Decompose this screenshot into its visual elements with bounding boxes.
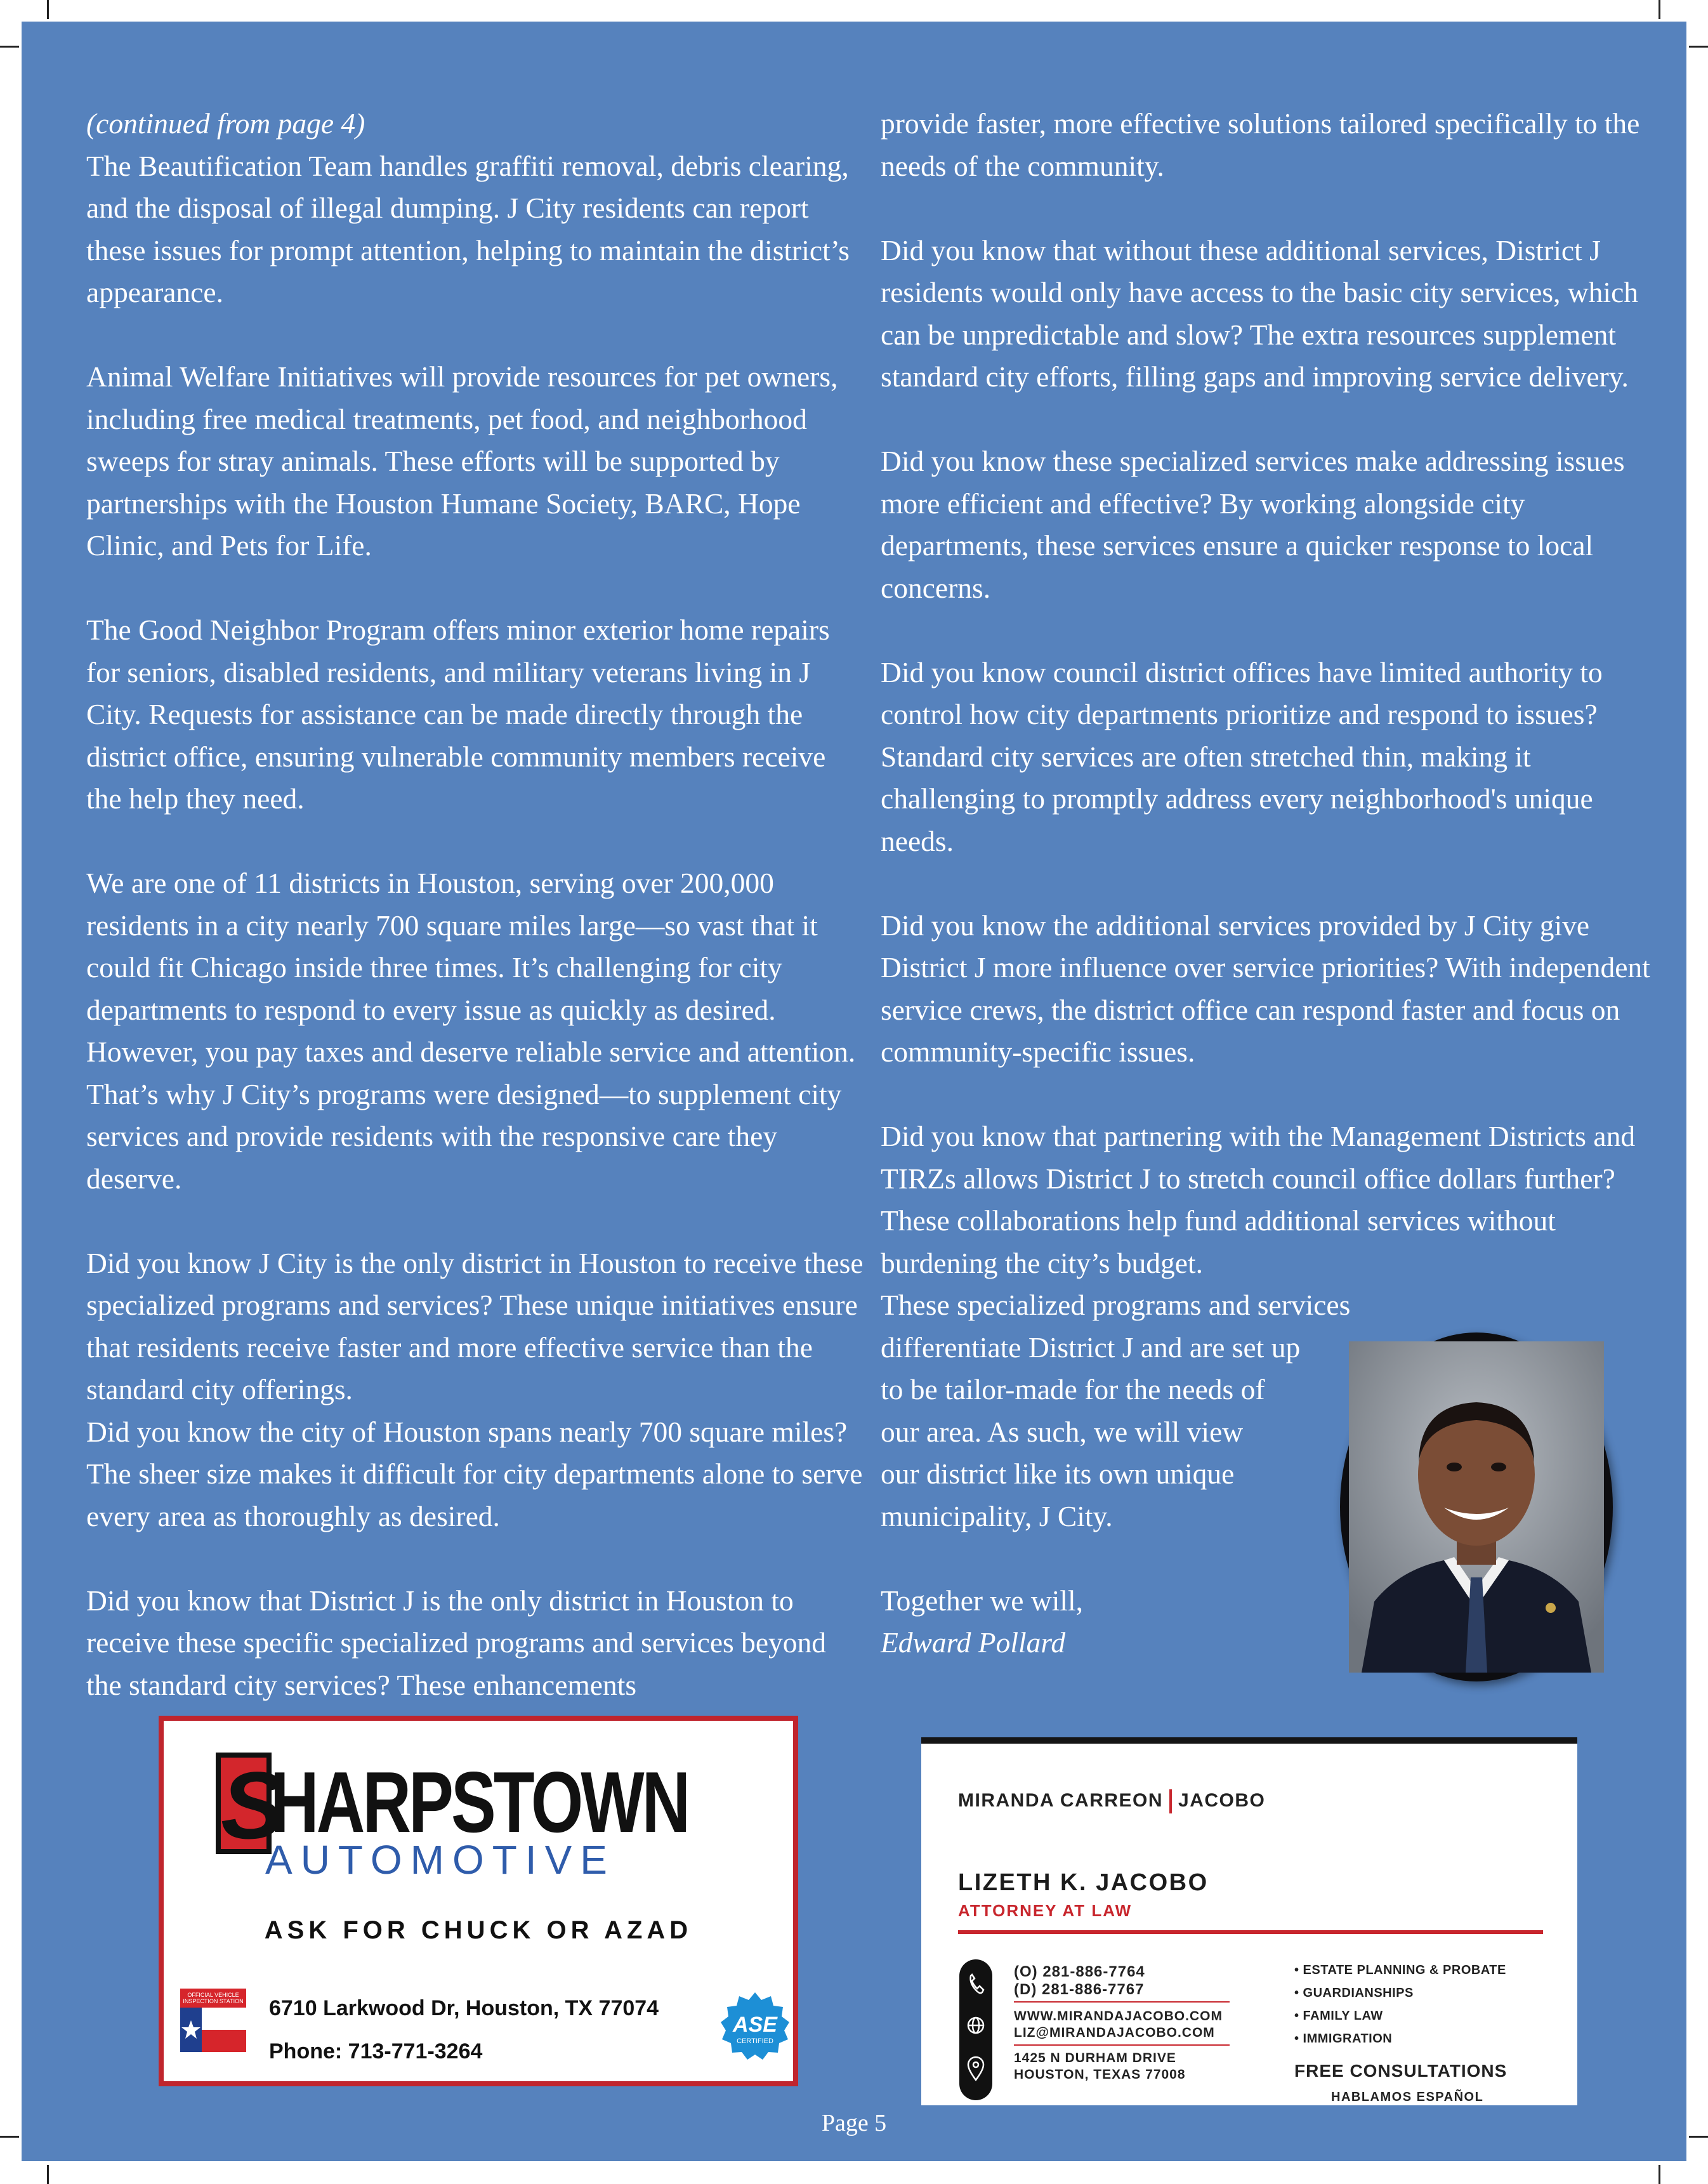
paragraph-did-you-know-8: Did you know that partnering with the Management Districts and TIRZs allows District J to stretch council office dollars further? These collaborations help fund additional services without burdening the city’s budget. xyxy=(881,1120,1636,1279)
ase-certified-text: CERTIFIED xyxy=(737,2037,773,2045)
service-item: • IMMIGRATION xyxy=(1294,2032,1393,2046)
website-link[interactable]: WWW.MIRANDAJACOBO.COM xyxy=(1014,2009,1223,2023)
red-divider xyxy=(958,1930,1543,1934)
paragraph-did-you-know-7: Did you know the additional services provided by J City give District J more influence over service priorities? With independent service crews, the district office can respond faster and focus on community-specific issues. xyxy=(881,909,1650,1068)
location-pin-icon xyxy=(968,2057,983,2080)
service-item: • GUARDIANSHIPS xyxy=(1294,1986,1414,2000)
firm-name xyxy=(958,1789,1265,1813)
crop-mark xyxy=(1659,2165,1660,2184)
direct-phone[interactable]: (D) 281-886-7767 xyxy=(1014,1981,1145,1998)
street-address: 1425 N DURHAM DRIVE xyxy=(1014,2051,1176,2065)
paragraph-did-you-know-2: Did you know the city of Houston spans nearly 700 square miles? The sheer size makes it difficult for city departments alone to serve every area as thoroughly as desired. xyxy=(86,1415,863,1532)
crop-mark xyxy=(47,2165,49,2184)
page-panel xyxy=(22,22,1686,2161)
logo-s-mark: S xyxy=(216,1753,272,1854)
paragraph-did-you-know-4: Did you know that without these additional services, District J residents would only have access to the basic city services, which can be unpredictable and slow? The extra resources supplement standard city efforts, filling gaps and improving service delivery. xyxy=(881,234,1639,393)
paragraph-wrap-line: These specialized programs and services xyxy=(881,1289,1351,1321)
crop-mark xyxy=(1689,46,1708,48)
office-phone[interactable]: (O) 281-886-7764 xyxy=(1014,1963,1145,1980)
contact-underline xyxy=(1014,2044,1230,2046)
firm-divider xyxy=(1169,1789,1172,1813)
paragraph-good-neighbor: The Good Neighbor Program offers minor exterior home repairs for seniors, disabled residents, and military veterans living in J City. Requests for assistance can be made directly through the district office, ensuring vulnerable community members receive the help they need. xyxy=(86,614,830,815)
free-consultations: FREE CONSULTATIONS xyxy=(1294,2061,1508,2081)
logo-subtitle: AUTOMOTIVE xyxy=(265,1837,615,1883)
globe-icon xyxy=(968,2018,983,2033)
portrait-photo xyxy=(1349,1341,1604,1673)
texas-flag-icon xyxy=(180,2008,246,2052)
contact-icon-bar xyxy=(959,1959,992,2100)
paragraph-wrap-line: municipality, J City. xyxy=(881,1499,1113,1532)
left-column xyxy=(86,103,867,1706)
paragraph-continuation: provide faster, more effective solutions tailored specifically to the needs of the community. xyxy=(881,107,1640,182)
paragraph-wrap-line: our district like its own unique xyxy=(881,1457,1235,1490)
paragraph-did-you-know-5: Did you know these specialized services make addressing issues more efficient and effective? By working alongside city departments, these services ensure a quicker response to local concerns. xyxy=(881,445,1625,604)
continued-note: (continued from page 4) xyxy=(86,107,365,140)
paragraph-did-you-know-3: Did you know that District J is the only district in Houston to receive these specific specialized programs and services beyond the standard city services? These enhancements xyxy=(86,1584,827,1701)
paragraph-did-you-know-1: Did you know J City is the only district in Houston to receive these specialized programs and services? These unique initiatives ensure that residents receive faster and more effective service than the standard city offerings. xyxy=(86,1246,864,1405)
law-firm-ad[interactable] xyxy=(921,1737,1577,2105)
attorney-name: LIZETH K. JACOBO xyxy=(958,1869,1209,1896)
inspection-badge-text: OFFICIAL VEHICLE INSPECTION STATION xyxy=(180,1989,246,2008)
firm-name-left: MIRANDA CARREON xyxy=(958,1789,1164,1811)
paragraph-animal-welfare: Animal Welfare Initiatives will provide resources for pet owners, including free medical treatments, pet food, and neighborhood sweeps for stray animals. These efforts will be supported by partnerships with the Houston Humane Society, BARC, Hope Clinic, and Pets for Life. xyxy=(86,360,838,562)
inspection-station-badge xyxy=(180,1989,246,2055)
crop-mark xyxy=(0,2136,19,2138)
portrait-illustration xyxy=(1349,1341,1604,1673)
shop-phone[interactable]: Phone: 713-771-3264 xyxy=(269,2039,483,2063)
paragraph-wrap-line: differentiate District J and are set up xyxy=(881,1331,1301,1364)
firm-name-right: JACOBO xyxy=(1178,1789,1266,1811)
ase-certified-icon xyxy=(719,1991,791,2062)
paragraph-did-you-know-6: Did you know council district offices have limited authority to control how city departments prioritize and respond to issues? Standard city services are often stretched thin, making it challenging to promptly address every neighborhood's unique needs. xyxy=(881,655,1603,857)
service-item: • ESTATE PLANNING & PROBATE xyxy=(1294,1963,1506,1977)
crop-mark xyxy=(47,0,49,19)
crop-mark xyxy=(0,46,19,48)
page-number: Page 5 xyxy=(821,2110,887,2136)
service-item: • FAMILY LAW xyxy=(1294,2009,1383,2023)
paragraph-wrap-line: to be tailor-made for the needs of xyxy=(881,1373,1265,1405)
crop-mark xyxy=(1659,0,1660,19)
crop-mark xyxy=(1689,2136,1708,2138)
paragraph-beautification: The Beautification Team handles graffiti removal, debris clearing, and the disposal of illegal dumping. J City residents can report these issues for prompt attention, helping to maintain the district’s appearance. xyxy=(86,149,850,308)
phone-icon xyxy=(971,1975,983,1993)
ase-badge-text: ASE xyxy=(733,2013,777,2037)
email-link[interactable]: LIZ@MIRANDAJACOBO.COM xyxy=(1014,2025,1215,2040)
contact-underline xyxy=(1014,2001,1230,2003)
city-address: HOUSTON, TEXAS 77008 xyxy=(1014,2067,1186,2082)
shop-address: 6710 Larkwood Dr, Houston, TX 77074 xyxy=(269,1996,659,2020)
paragraph-districts: We are one of 11 districts in Houston, serving over 200,000 residents in a city nearly 700 square miles large—so vast that it could fit Chicago inside three times. It’s challenging for city departments to respond to every issue as quickly as desired. However, you pay taxes and deserve reliable service and attention. That’s why J City’s programs were designed—to supplement city services and provide residents with the responsive care they deserve. xyxy=(86,867,856,1195)
attorney-title: ATTORNEY AT LAW xyxy=(958,1901,1133,1920)
spanish-spoken: HABLAMOS ESPAÑOL xyxy=(1331,2090,1484,2104)
logo-wordmark: HARPSTOWN xyxy=(270,1754,688,1850)
signature: Edward Pollard xyxy=(881,1626,1066,1659)
paragraph-wrap-line: our area. As such, we will view xyxy=(881,1415,1244,1448)
closing-line: Together we will, xyxy=(881,1584,1084,1617)
portrait-frame xyxy=(1340,1332,1613,1681)
ad-tagline: ASK FOR CHUCK OR AZAD xyxy=(264,1916,693,1944)
sharpstown-ad[interactable] xyxy=(159,1716,798,2086)
